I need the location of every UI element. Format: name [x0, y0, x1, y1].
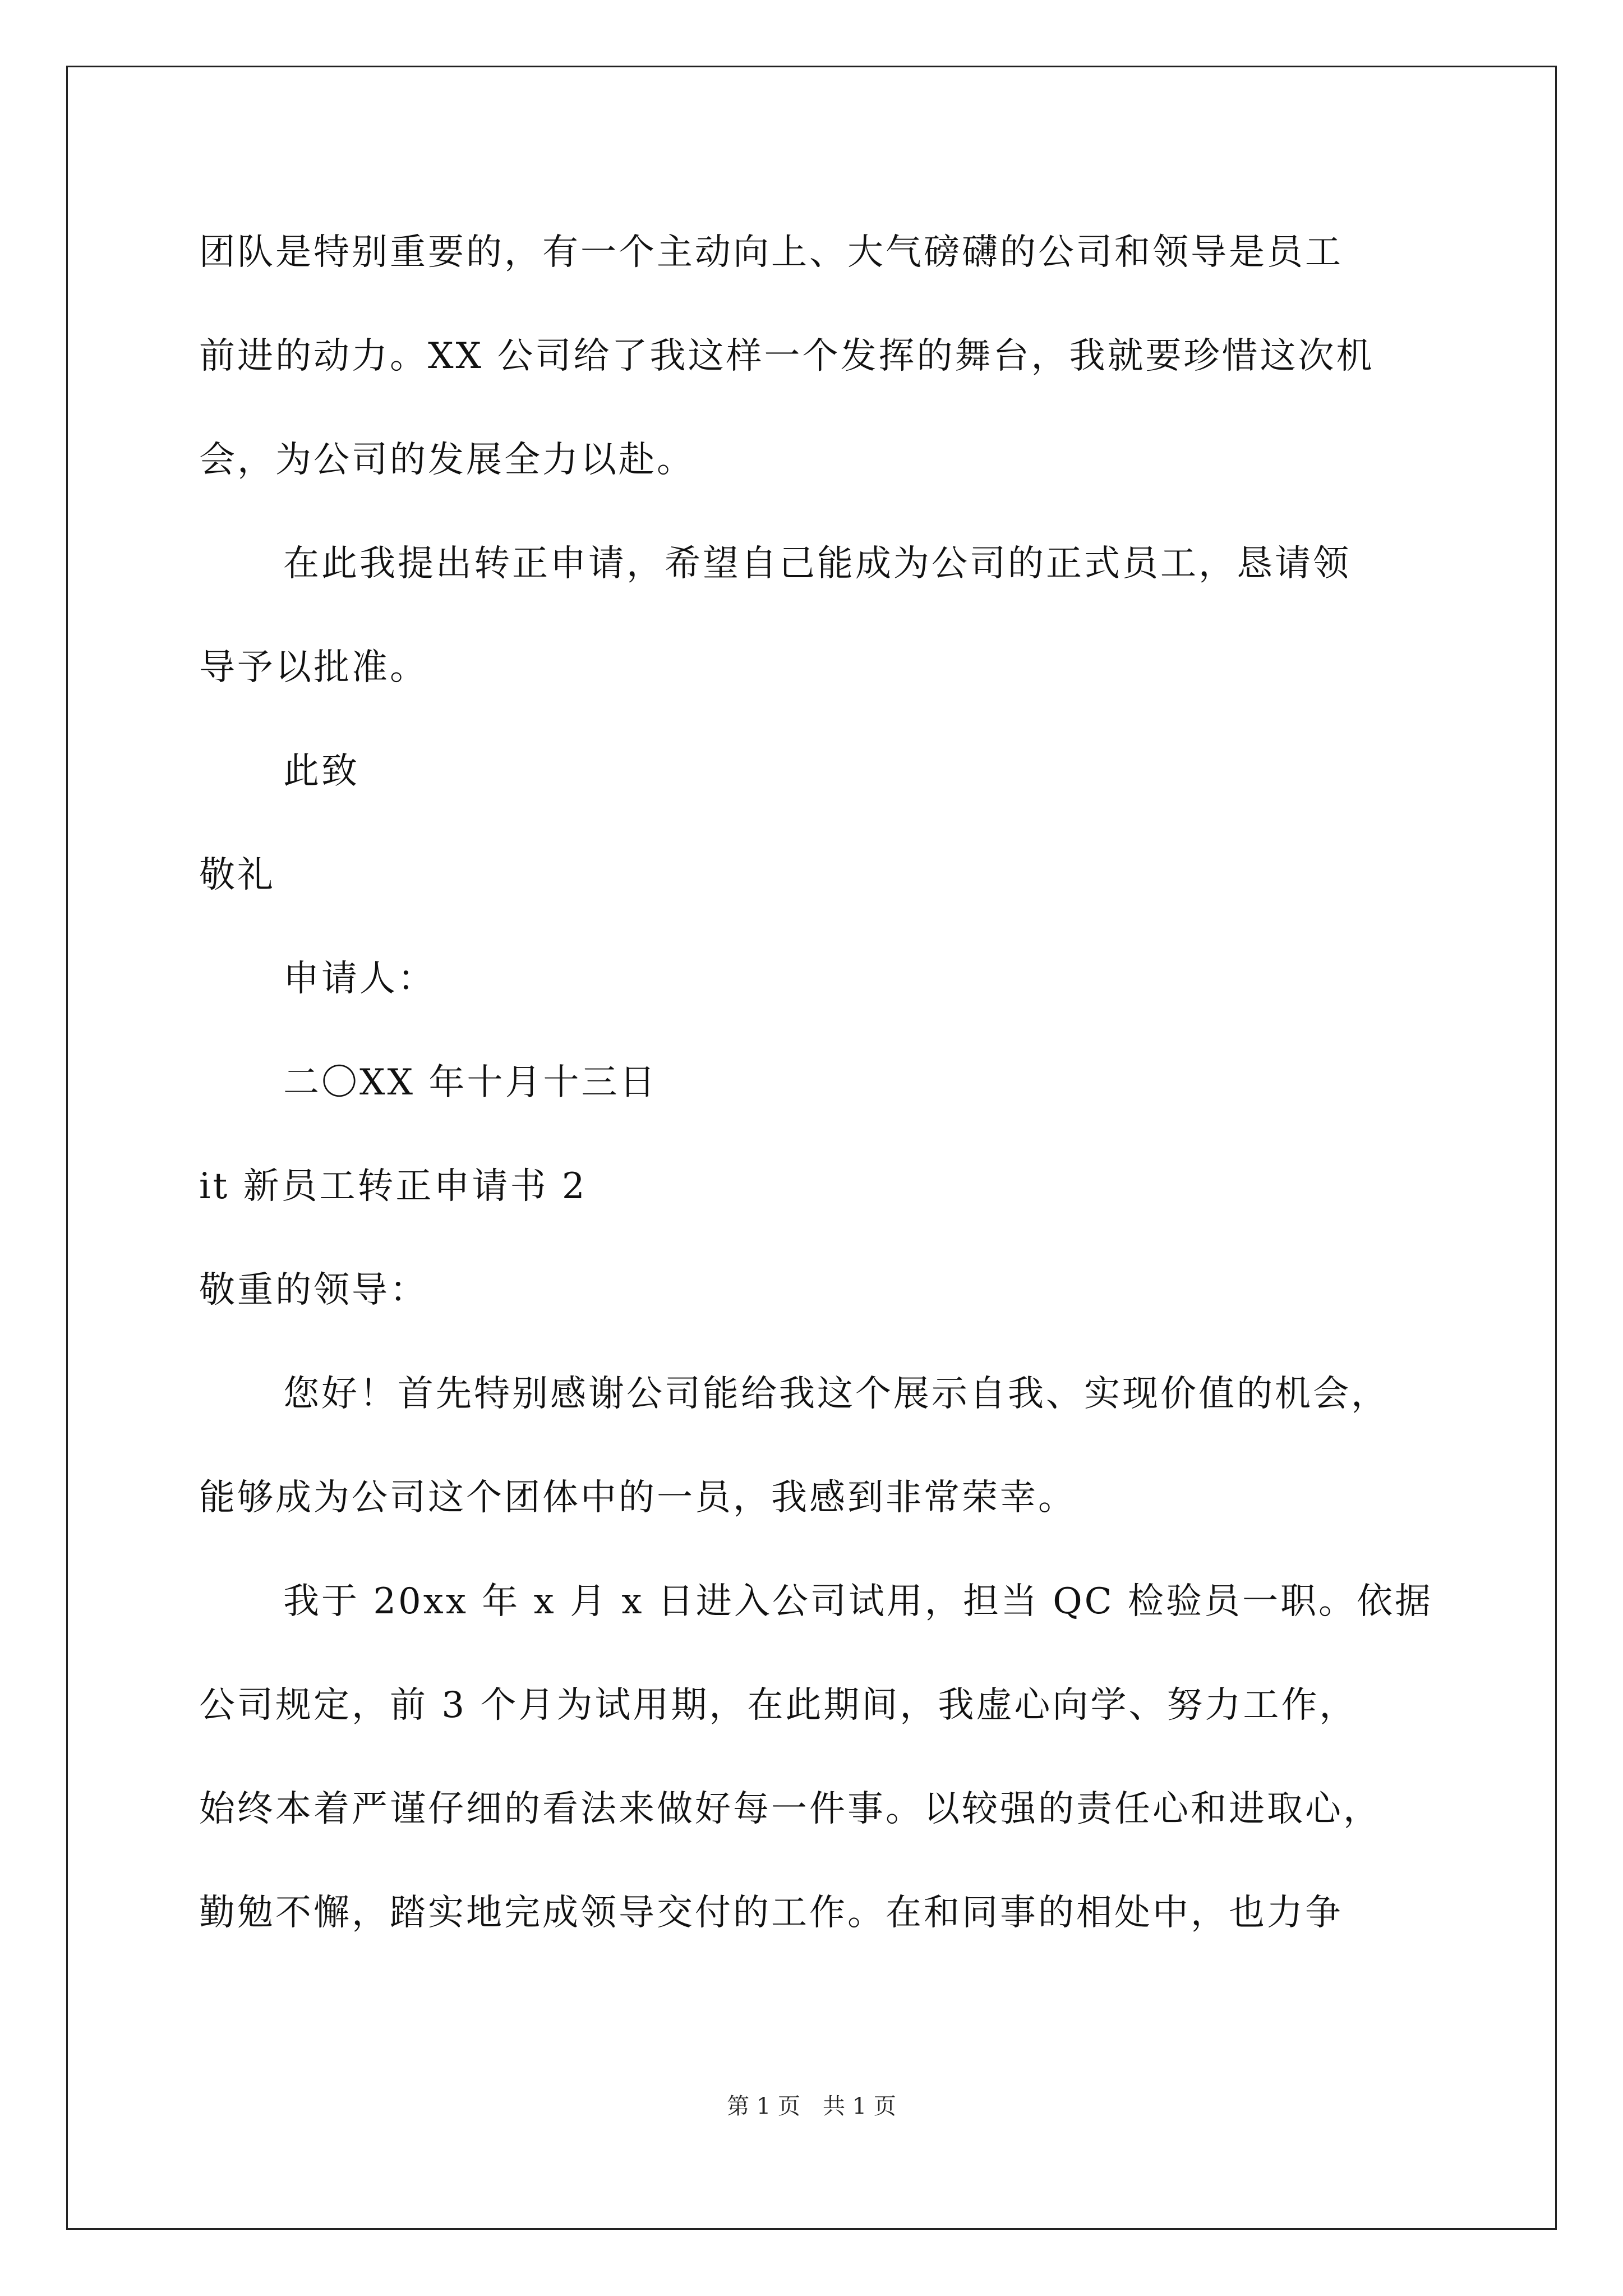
paragraph-line: 您好！首先特别感谢公司能给我这个展示自我、实现价值的机会， — [283, 1373, 1389, 1415]
paragraph-line: 能够成为公司这个团体中的一员，我感到非常荣幸。 — [199, 1477, 1076, 1519]
closing-regards: 敬礼 — [199, 854, 275, 896]
paragraph-line: 前进的动力。XX 公司给了我这样一个发挥的舞台，我就要珍惜这次机 — [199, 335, 1375, 377]
paragraph-line: 导予以批准。 — [199, 647, 428, 688]
applicant-label: 申请人： — [283, 958, 436, 1000]
paragraph-line: 公司规定，前 3 个月为试用期，在此期间，我虚心向学、努力工作， — [199, 1685, 1358, 1726]
paragraph-line: 勤勉不懈，踏实地完成领导交付的工作。在和同事的相处中，也力争 — [199, 1892, 1343, 1934]
paragraph-line: 我于 20xx 年 x 月 x 日进入公司试用，担当 QC 检验员一职。依据 — [283, 1581, 1433, 1622]
paragraph-line: 团队是特别重要的，有一个主动向上、大气磅礴的公司和领导是员工 — [199, 232, 1343, 273]
paragraph-line: 会，为公司的发展全力以赴。 — [199, 439, 695, 481]
greeting: 敬重的领导： — [199, 1269, 428, 1311]
page-number-footer: 第 1 页 共 1 页 — [727, 2093, 896, 2119]
closing-salutation: 此致 — [283, 751, 359, 792]
paragraph-line: 始终本着严谨仔细的看法来做好每一件事。以较强的责任心和进取心， — [199, 1788, 1381, 1830]
paragraph-line: 在此我提出转正申请，希望自己能成为公司的正式员工，恳请领 — [283, 543, 1351, 585]
letter-date: 二〇XX 年十月十三日 — [283, 1062, 658, 1103]
section-title: it 新员工转正申请书 2 — [199, 1166, 587, 1207]
